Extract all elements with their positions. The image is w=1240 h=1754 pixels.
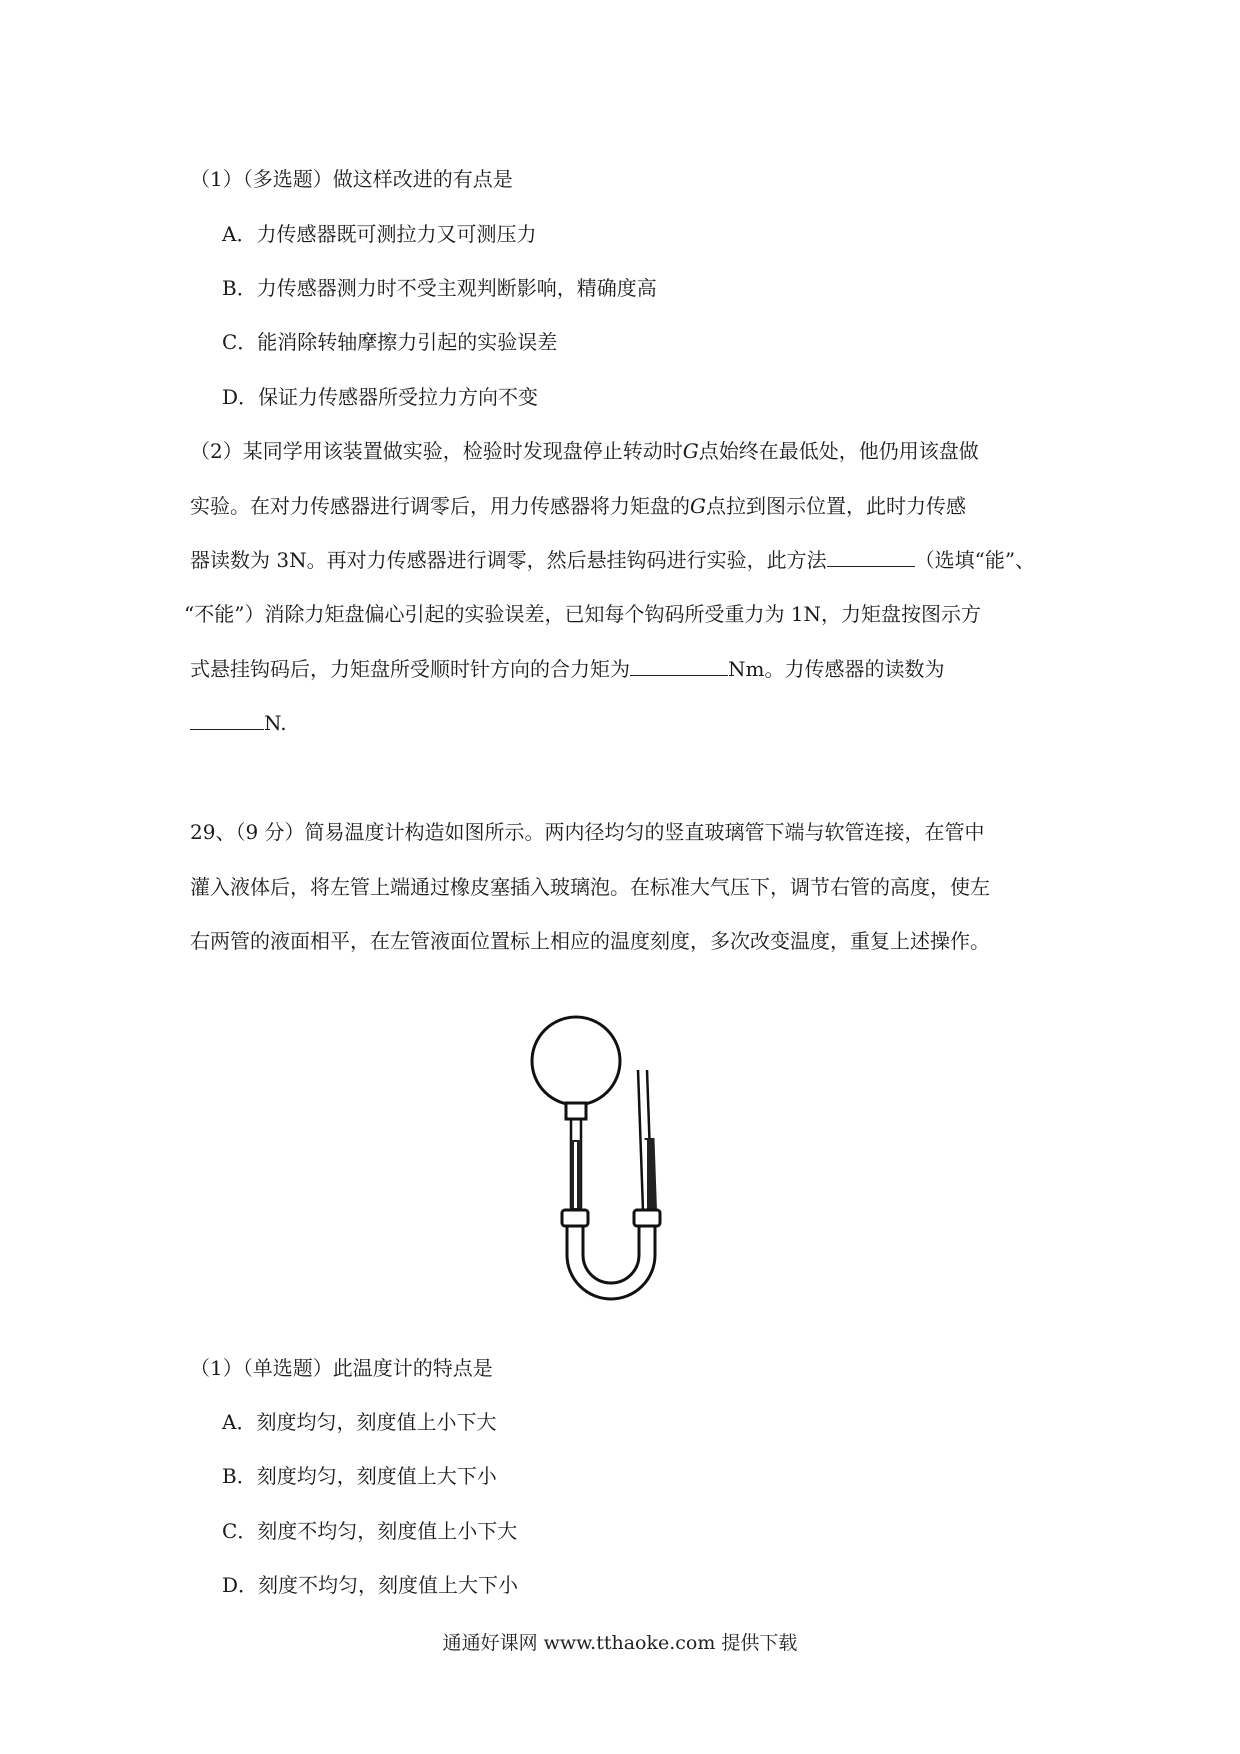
q29-option-b: B．刻度均匀，刻度值上大下小 bbox=[222, 1464, 497, 1488]
q28-part2-line4: “不能”）消除力矩盘偏心引起的实验误差，已知每个钩码所受重力为 1N，力矩盘按图示方 bbox=[184, 602, 982, 626]
q29-line3: 右两管的液面相平，在左管液面位置标上相应的温度刻度，多次改变温度，重复上述操作。 bbox=[190, 929, 990, 953]
q28-part2-line3-text-b: （选填“能”、 bbox=[914, 548, 1036, 572]
q28-part2-line2-text-a: 实验。在对力传感器进行调零后，用力传感器将力矩盘的 bbox=[190, 494, 690, 518]
answer-blank bbox=[190, 709, 264, 730]
q28-part1-prompt: （1）（多选题）做这样改进的有点是 bbox=[190, 167, 513, 191]
right-glass-tube bbox=[638, 1070, 657, 1210]
q28-option-b: B．力传感器测力时不受主观判断影响，精确度高 bbox=[222, 276, 657, 300]
soft-u-tube bbox=[567, 1226, 655, 1299]
point-g-label: G bbox=[682, 439, 699, 463]
q28-part2-line6 bbox=[190, 709, 287, 737]
q28-option-a: A．力传感器既可测拉力又可测压力 bbox=[222, 222, 537, 246]
q29-part1-prompt: （1）（单选题）此温度计的特点是 bbox=[190, 1356, 493, 1380]
glass-bulb bbox=[532, 1017, 620, 1105]
answer-blank bbox=[827, 546, 915, 567]
left-glass-tube bbox=[571, 1119, 581, 1210]
q28-option-d: D．保证力传感器所受拉力方向不变 bbox=[222, 385, 539, 409]
thermometer-diagram bbox=[530, 1010, 710, 1320]
q28-part2-line3 bbox=[190, 546, 1035, 574]
page-footer: 通通好课网 www.tthaoke.com 提供下载 bbox=[442, 1632, 798, 1654]
q29-option-d: D．刻度不均匀，刻度值上大下小 bbox=[222, 1573, 519, 1597]
q29-option-a: A．刻度均匀，刻度值上小下大 bbox=[222, 1410, 497, 1434]
q28-part2-line3-text-a: 器读数为 3N。再对力传感器进行调零，然后悬挂钩码进行实验，此方法 bbox=[190, 548, 827, 572]
q29-option-c: C．刻度不均匀，刻度值上小下大 bbox=[222, 1519, 518, 1543]
q29-line2: 灌入液体后，将左管上端通过橡皮塞插入玻璃泡。在标准大气压下，调节右管的高度，使左 bbox=[190, 875, 990, 899]
point-g-label: G bbox=[690, 494, 706, 518]
rubber-stopper bbox=[566, 1103, 586, 1119]
q29-line1: 29、（9 分）简易温度计构造如图所示。两内径均匀的竖直玻璃管下端与软管连接，在管中 bbox=[190, 820, 985, 844]
q28-part2-line1-text-b: 点始终在最低处，他仍用该盘做 bbox=[698, 439, 979, 463]
q28-part2-line2 bbox=[190, 492, 966, 520]
q28-part2-line5-text-b: Nm。力传感器的读数为 bbox=[728, 657, 945, 681]
left-connector bbox=[562, 1210, 588, 1226]
answer-blank bbox=[630, 655, 728, 676]
q28-part2-line5 bbox=[190, 655, 944, 683]
q28-part2-line5-text-a: 式悬挂钩码后，力矩盘所受顺时针方向的合力矩为 bbox=[190, 657, 630, 681]
q28-part2-line1-text-a: （2）某同学用该装置做实验，检验时发现盘停止转动时 bbox=[190, 439, 683, 463]
q28-part2-line2-text-b: 点拉到图示位置，此时力传感 bbox=[705, 494, 966, 518]
q28-option-c: C．能消除转轴摩擦力引起的实验误差 bbox=[222, 330, 558, 354]
q28-part2-line6-text: N. bbox=[264, 711, 287, 735]
right-connector bbox=[634, 1210, 660, 1226]
q28-part2-line1 bbox=[190, 437, 979, 465]
